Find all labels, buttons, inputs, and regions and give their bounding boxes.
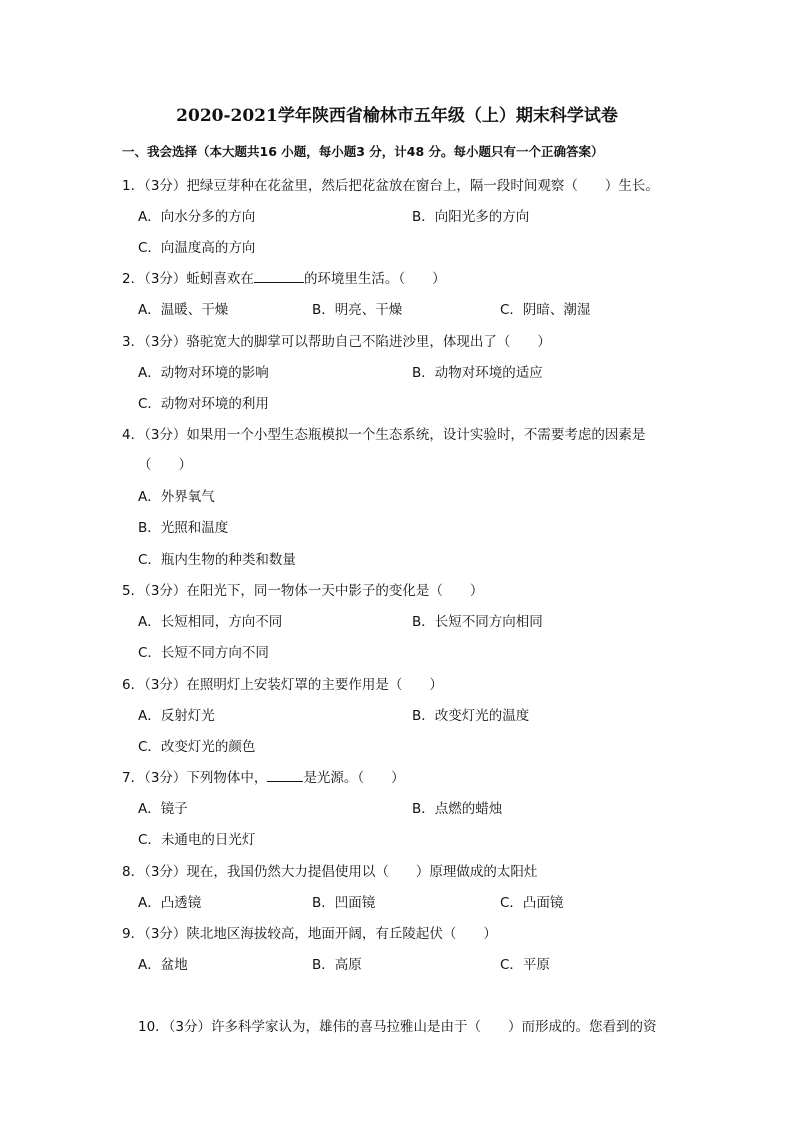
page-title: 2020-2021学年陕西省榆林市五年级（上）期末科学试卷	[176, 106, 618, 126]
question-3-stem: 3．（3分）骆驼宽大的脚掌可以帮助自己不陷进沙里，体现出了（ ）	[122, 334, 551, 350]
question-8-option-c: C．凸面镜	[500, 895, 564, 911]
question-4-option-c: C．瓶内生物的种类和数量	[138, 552, 296, 568]
question-2-stem-start: 2．（3分）蚯蚓喜欢在	[122, 271, 254, 287]
question-6-option-b: B．改变灯光的温度	[412, 708, 530, 724]
answer-blank	[267, 767, 303, 782]
question-5-option-c: C．长短不同方向不同	[138, 645, 269, 661]
question-1-stem: 1．（3分）把绿豆芽种在花盆里，然后把花盆放在窗台上，隔一段时间观察（ ）生长。	[122, 178, 659, 194]
question-7-stem-end: 是光源。（ ）	[303, 770, 405, 786]
question-4-stem: 4．（3分）如果用一个小型生态瓶模拟一个生态系统，设计实验时，不需要考虑的因素是	[122, 427, 646, 443]
question-8-option-a: A．凸透镜	[138, 895, 202, 911]
question-3-option-a: A．动物对环境的影响	[138, 365, 269, 381]
section-heading: 一、我会选择（本大题共16 小题，每小题3 分，计48 分。每小题只有一个正确答案）	[122, 144, 604, 159]
question-4-option-b: B．光照和温度	[138, 520, 229, 536]
question-7-stem	[122, 767, 405, 789]
question-6-stem: 6．（3分）在照明灯上安装灯罩的主要作用是（ ）	[122, 677, 443, 693]
question-2-stem	[122, 268, 446, 290]
question-8-option-b: B．凹面镜	[312, 895, 376, 911]
question-7-stem-start: 7．（3分）下列物体中，	[122, 770, 268, 786]
question-5-stem: 5．（3分）在阳光下，同一物体一天中影子的变化是（ ）	[122, 583, 484, 599]
question-6-option-a: A．反射灯光	[138, 708, 215, 724]
question-3-option-c: C．动物对环境的利用	[138, 396, 269, 412]
question-7-option-a: A．镜子	[138, 801, 188, 817]
question-2-option-b: B．明亮、干燥	[312, 302, 403, 318]
answer-blank	[254, 268, 304, 283]
question-9-stem: 9．（3分）陕北地区海拔较高，地面开阔，有丘陵起伏（ ）	[122, 926, 497, 942]
question-1-option-b: B．向阳光多的方向	[412, 209, 530, 225]
question-5-option-b: B．长短不同方向相同	[412, 614, 543, 630]
question-7-option-c: C．未通电的日光灯	[138, 832, 256, 848]
question-1-option-c: C．向温度高的方向	[138, 240, 256, 256]
question-9-option-c: C．平原	[500, 957, 550, 973]
question-2-stem-end: 的环境里生活。（ ）	[303, 271, 446, 287]
question-9-option-a: A．盆地	[138, 957, 188, 973]
question-3-option-b: B．动物对环境的适应	[412, 365, 543, 381]
question-6-option-c: C．改变灯光的颜色	[138, 739, 256, 755]
question-9-option-b: B．高原	[312, 957, 362, 973]
question-8-stem: 8．（3分）现在，我国仍然大力提倡使用以（ ）原理做成的太阳灶	[122, 864, 538, 880]
question-10-stem: 10．（3分）许多科学家认为，雄伟的喜马拉雅山是由于（ ）而形成的。您看到的资	[138, 1019, 657, 1035]
question-7-option-b: B．点燃的蜡烛	[412, 801, 503, 817]
question-2-option-a: A．温暖、干燥	[138, 302, 229, 318]
question-2-option-c: C．阴暗、潮湿	[500, 302, 591, 318]
question-1-option-a: A．向水分多的方向	[138, 209, 256, 225]
question-4-stem-continued: （ ）	[138, 457, 192, 473]
question-5-option-a: A．长短相同，方向不同	[138, 614, 283, 630]
question-4-option-a: A．外界氧气	[138, 489, 215, 505]
